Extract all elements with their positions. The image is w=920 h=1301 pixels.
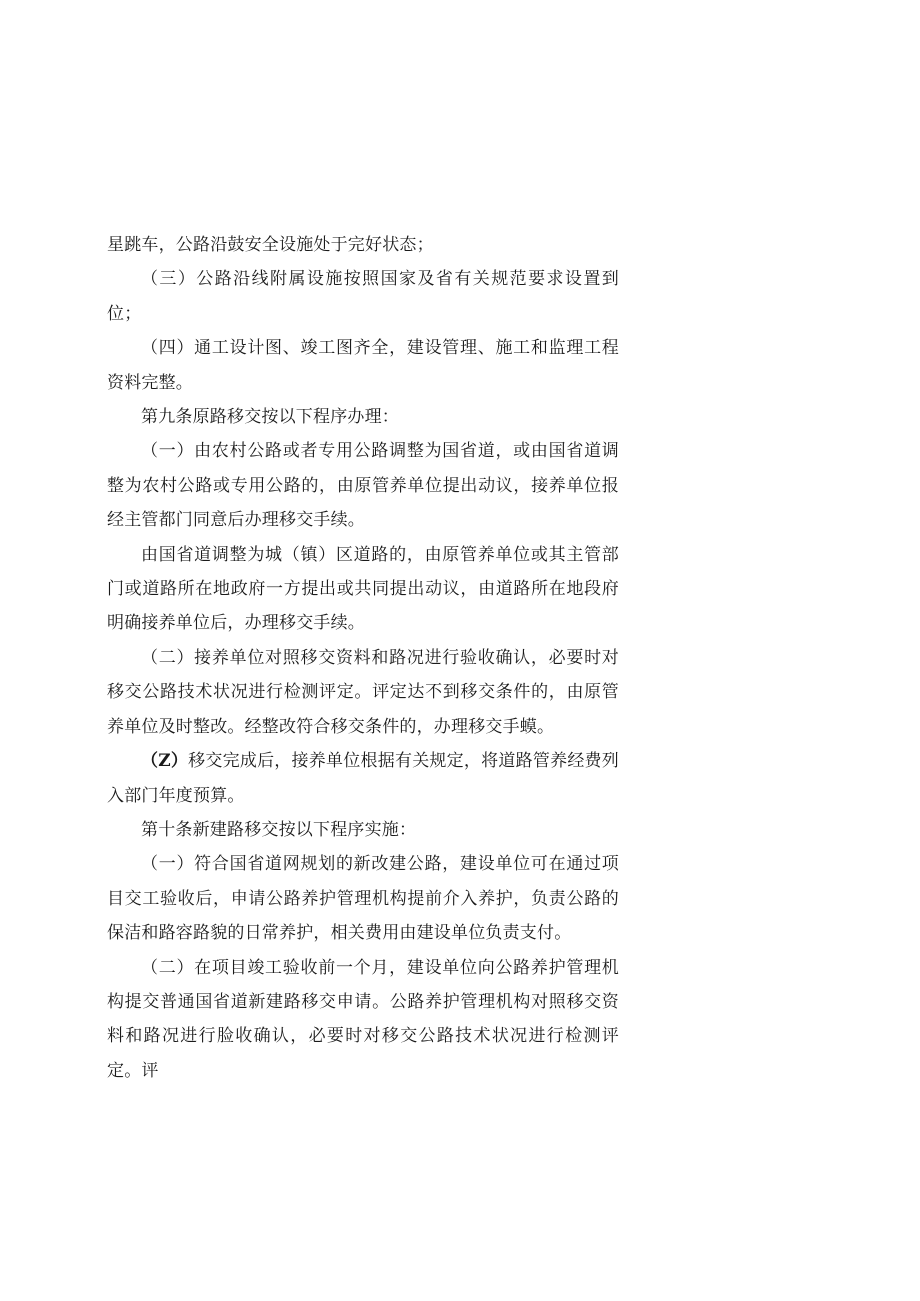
paragraph-9: 第十条新建路移交按以下程序实施： — [141, 819, 417, 840]
paragraph-11: （二）在项目竣工验收前一个月，建设单位向公路养护管理机构提交普通国省道新建路移交申请。公路养护管理机构对照移交资料和路况进行脸收确认，必要时对移交公路技术状况进行检测评定。评 — [107, 957, 619, 1081]
paragraph-10: （一）符合国省道网规划的新改建公路，建设单位可在通过项目交工验收后，申请公路养护管理机构提前介入养护，负责公路的保洁和路容路貌的日常养护，相关费用由建设单位负责支付。 — [107, 854, 619, 944]
paragraph-6: 由国省道调整为城（镇）区道路的，由原管养单位或其主管部门或道路所在地政府一方提出或共同提出动议，由道路所在地段府明确接养单位后，办理移交手续。 — [107, 544, 619, 634]
paragraph-3: （四）通工设计图、竣工图齐全，建设管理、施工和监理工程资料完整。 — [107, 338, 619, 393]
paragraph-1: 星跳车，公路沿鼓安全设施处于完好状态； — [107, 235, 434, 255]
paragraph-2: （三）公路沿线附属设施按照国家及省有关规范要求设置到位； — [107, 269, 619, 324]
paragraph-5: （一）由农村公路或者专用公路调整为国省道，或由国省道调整为农村公路或专用公路的，由原管养单位提出动议，接养单位报经主管都门同意后办理移交手续。 — [107, 441, 619, 531]
paragraph-8-marker: （Z） — [141, 751, 189, 772]
document-body — [107, 228, 619, 1088]
paragraph-7: （二）接养单位对照移交资料和路况进行验收确认，必要时对移交公路技术状况进行检测评定。评定达不到移交条件的，由原管养单位及时整改。经整改符合移交条件的，办理移交手蟆。 — [107, 647, 619, 737]
paragraph-8-text: 移交完成后，接养单位根据有关规定，将道路管养经费列入部门年度预算。 — [107, 751, 619, 806]
paragraph-4: 第九条原路移交按以下程序办理： — [141, 407, 399, 428]
paragraph-8 — [107, 744, 619, 813]
